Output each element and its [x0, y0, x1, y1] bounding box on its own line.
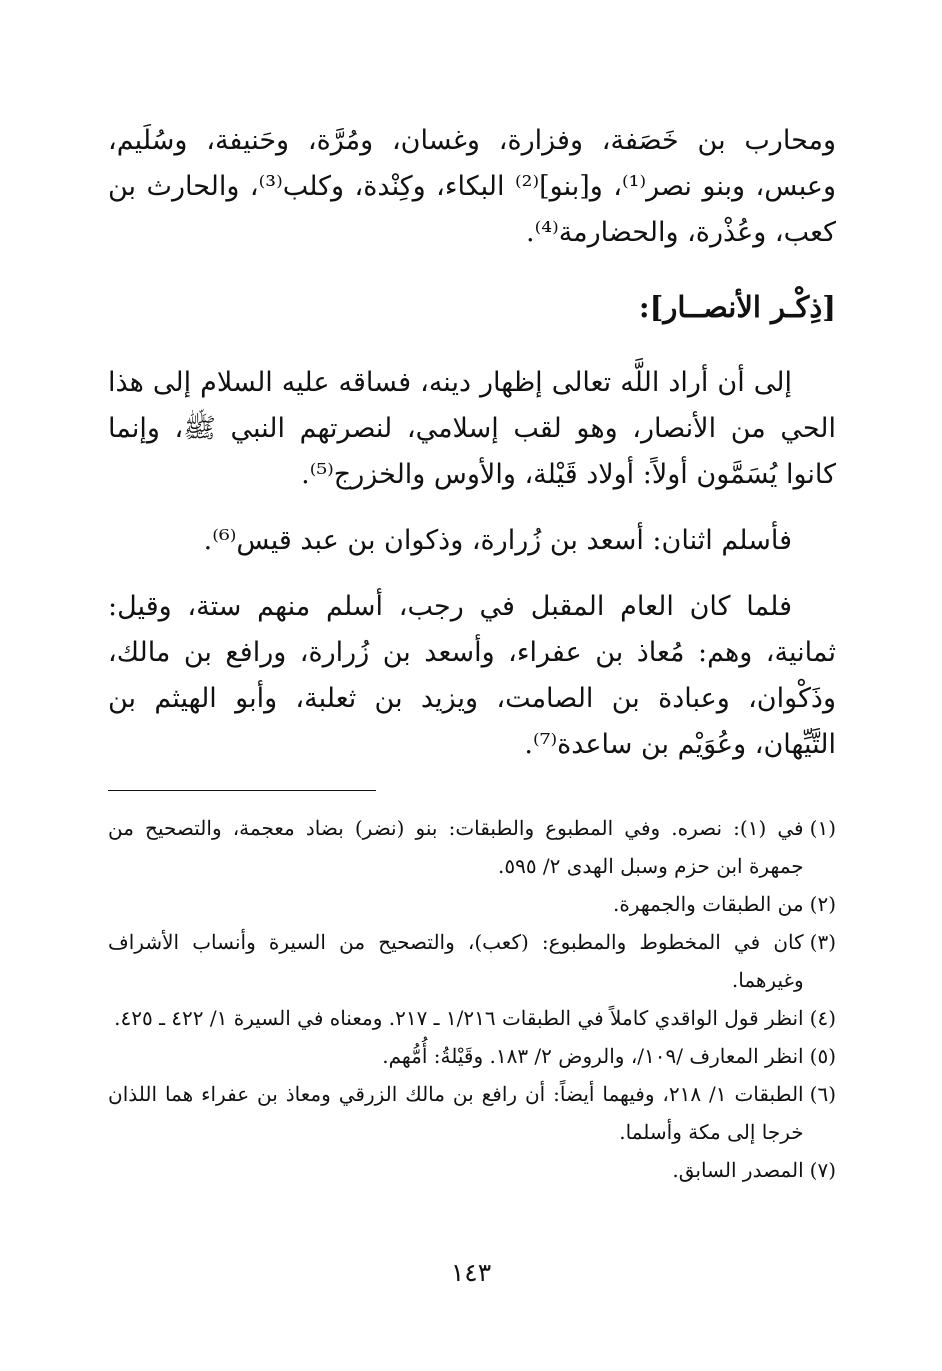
footnote-text: انظر قول الواقدي كاملاً في الطبقات ١/٢١٦ ـ ٢١٧. ومعناه في السيرة ١/ ٤٢٢ ـ ٤٢٥.	[114, 1006, 804, 1030]
footnote-text: انظر المعارف /١٠٩/، والروض ٢/ ١٨٣. وقَيْلةُ: أُمُّهم.	[382, 1044, 804, 1068]
paragraph-tribes: ومحارب بن خَصَفة، وفزارة، وغسان، ومُرَّة، وحَنيفة، وسُلَيم، وعبس، وبنو نصر⁽¹⁾، و[بنو]⁽²⁾ البكاء، وكِنْدة، وكلب⁽³⁾، والحارث بن كعب، وعُذْرة، والحضارمة⁽⁴⁾.	[108, 125, 836, 248]
footnote-item	[108, 1037, 836, 1075]
footnotes	[108, 809, 836, 1189]
footnote-text: كان في المخطوط والمطبوع: (كعب)، والتصحيح من السيرة وأنساب الأشراف وغيرهما.	[108, 930, 804, 992]
footnote-text: المصدر السابق.	[672, 1158, 804, 1182]
section-heading: [ذِكْـر الأنصــار]:	[638, 290, 836, 324]
footnote-number: (٦)	[809, 1082, 836, 1106]
footnote-number: (٤)	[809, 1006, 836, 1030]
footnote-item	[108, 1151, 836, 1189]
footnote-item	[108, 1075, 836, 1151]
footnote-number: (٧)	[809, 1158, 836, 1182]
paragraph-following-year: فلما كان العام المقبل في رجب، أسلم منهم ستة، وقيل: ثمانية، وهم: مُعاذ بن عفراء، وأسعد بن زُرارة، ورافع بن مالك، وذَكْوان، وعبادة بن الصامت، ويزيد بن ثعلبة، وأبو الهيثم بن التَّيِّهان، وعُوَيْم بن ساعدة⁽⁷⁾.	[108, 591, 836, 760]
page-content	[108, 118, 836, 1189]
footnote-number: (٣)	[809, 930, 836, 954]
footnote-number: (١)	[809, 816, 836, 840]
footnote-number: (٥)	[809, 1044, 836, 1068]
page-number: ١٤٣	[450, 1258, 492, 1287]
paragraph-ansar-intro: إلى أن أراد اللَّه تعالى إظهار دينه، فساقه عليه السلام إلى هذا الحي من الأنصار، وهو لقب إسلامي، لنصرتهم النبي ﷺ، وإنما كانوا يُسَمَّون أولاً: أولاد قَيْلة، والأوس والخزرج⁽⁵⁾.	[108, 367, 836, 490]
footnote-item	[108, 885, 836, 923]
footnote-item	[108, 809, 836, 885]
footnote-number: (٢)	[809, 892, 836, 916]
paragraph-first-converts: فأسلم اثنان: أسعد بن زُرارة، وذكوان بن عبد قيس⁽⁶⁾.	[203, 525, 792, 556]
footnote-item	[108, 999, 836, 1037]
footnote-text: في (١): نصره. وفي المطبوع والطبقات: بنو (نضر) بضاد معجمة، والتصحيح من جمهرة ابن حزم وسبل الهدى ٢/ ٥٩٥.	[108, 816, 804, 878]
footnote-text: من الطبقات والجمهرة.	[612, 892, 804, 916]
footnote-item	[108, 923, 836, 999]
footnote-text: الطبقات ١/ ٢١٨، وفيهما أيضاً: أن رافع بن مالك الزرقي ومعاذ بن عفراء هما اللذان خرجا إلى مكة وأسلما.	[108, 1082, 804, 1144]
footnote-separator	[108, 790, 376, 791]
